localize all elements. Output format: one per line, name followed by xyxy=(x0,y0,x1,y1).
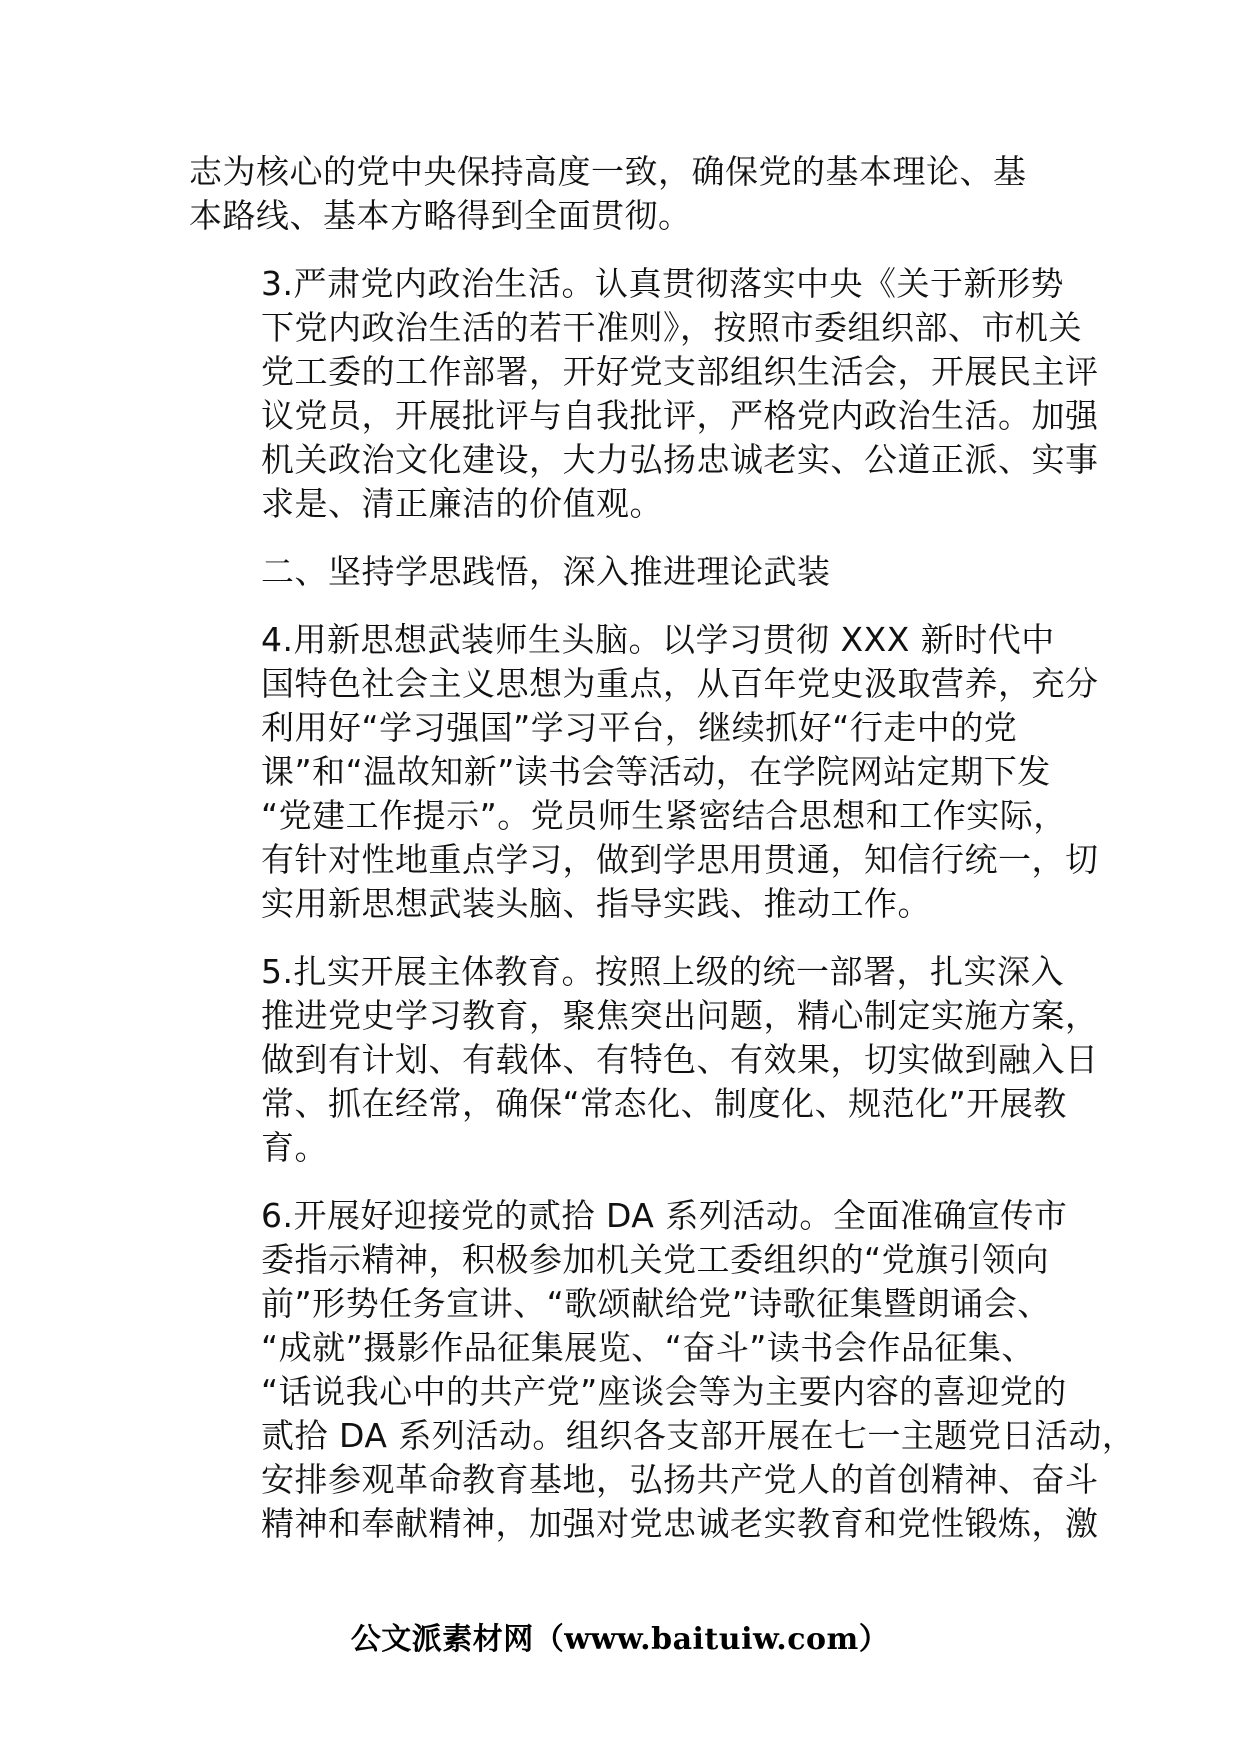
document-body xyxy=(189,150,1136,1570)
text-line: 求是、清正廉洁的价值观。 xyxy=(261,484,663,523)
paragraph-item-6 xyxy=(189,1194,1136,1546)
section-heading xyxy=(189,550,1069,594)
text-line: 二、坚持学思践悟，深入推进理论武装 xyxy=(261,552,831,591)
text-line: 做到有计划、有载体、有特色、有效果，切实做到融入日 xyxy=(261,1040,1099,1079)
paragraph-item-5 xyxy=(189,950,1099,1170)
text-line: “党建工作提示”。党员师生紧密结合思想和工作实际， xyxy=(261,796,1067,835)
text-line: “成就”摄影作品征集展览、“奋斗”读书会作品征集、 xyxy=(261,1328,1035,1367)
paragraph-continuation xyxy=(189,150,1069,238)
text-line: 推进党史学习教育，聚焦突出问题，精心制定实施方案， xyxy=(261,996,1099,1035)
text-line: 实用新思想武装头脑、指导实践、推动工作。 xyxy=(261,884,931,923)
paragraph-item-3 xyxy=(189,262,1099,526)
text-line: 6.开展好迎接党的贰拾 DA 系列活动。全面准确宣传市 xyxy=(261,1196,1068,1235)
text-line: “话说我心中的共产党”座谈会等为主要内容的喜迎党的 xyxy=(261,1372,1067,1411)
paragraph-item-4 xyxy=(189,618,1099,926)
text-line: 课”和“温故知新”读书会等活动，在学院网站定期下发 xyxy=(261,752,1051,791)
text-line: 精神和奉献精神，加强对党忠诚老实教育和党性锻炼，激 xyxy=(261,1504,1099,1543)
text-line: 4.用新思想武装师生头脑。以学习贯彻 XXX 新时代中 xyxy=(261,620,1055,659)
text-line: 贰拾 DA 系列活动。组织各支部开展在七一主题党日活动， xyxy=(261,1416,1136,1455)
text-line: 党工委的工作部署，开好党支部组织生活会，开展民主评 xyxy=(261,352,1099,391)
text-line: 有针对性地重点学习，做到学思用贯通，知信行统一，切 xyxy=(261,840,1099,879)
text-line: 机关政治文化建设，大力弘扬忠诚老实、公道正派、实事 xyxy=(261,440,1099,479)
text-line: 利用好“学习强国”学习平台，继续抓好“行走中的党 xyxy=(261,708,1018,747)
text-line: 3.严肃党内政治生活。认真贯彻落实中央《关于新形势 xyxy=(261,264,1064,303)
text-line: 议党员，开展批评与自我批评，严格党内政治生活。加强 xyxy=(261,396,1099,435)
text-line: 前”形势任务宣讲、“歌颂献给党”诗歌征集暨朗诵会、 xyxy=(261,1284,1051,1323)
text-line: 本路线、基本方略得到全面贯彻。 xyxy=(189,196,692,235)
page-footer-watermark: 公文派素材网（www.baituiw.com） xyxy=(350,1622,890,1657)
text-line: 国特色社会主义思想为重点，从百年党史汲取营养，充分 xyxy=(261,664,1099,703)
text-line: 安排参观革命教育基地，弘扬共产党人的首创精神、奋斗 xyxy=(261,1460,1099,1499)
text-line: 志为核心的党中央保持高度一致，确保党的基本理论、基 xyxy=(189,152,1027,191)
text-line: 育。 xyxy=(261,1128,328,1167)
text-line: 常、抓在经常，确保“常态化、制度化、规范化”开展教 xyxy=(261,1084,1067,1123)
text-line: 委指示精神，积极参加机关党工委组织的“党旗引领向 xyxy=(261,1240,1050,1279)
text-line: 下党内政治生活的若干准则》，按照市委组织部、市机关 xyxy=(261,308,1082,347)
text-line: 5.扎实开展主体教育。按照上级的统一部署，扎实深入 xyxy=(261,952,1064,991)
